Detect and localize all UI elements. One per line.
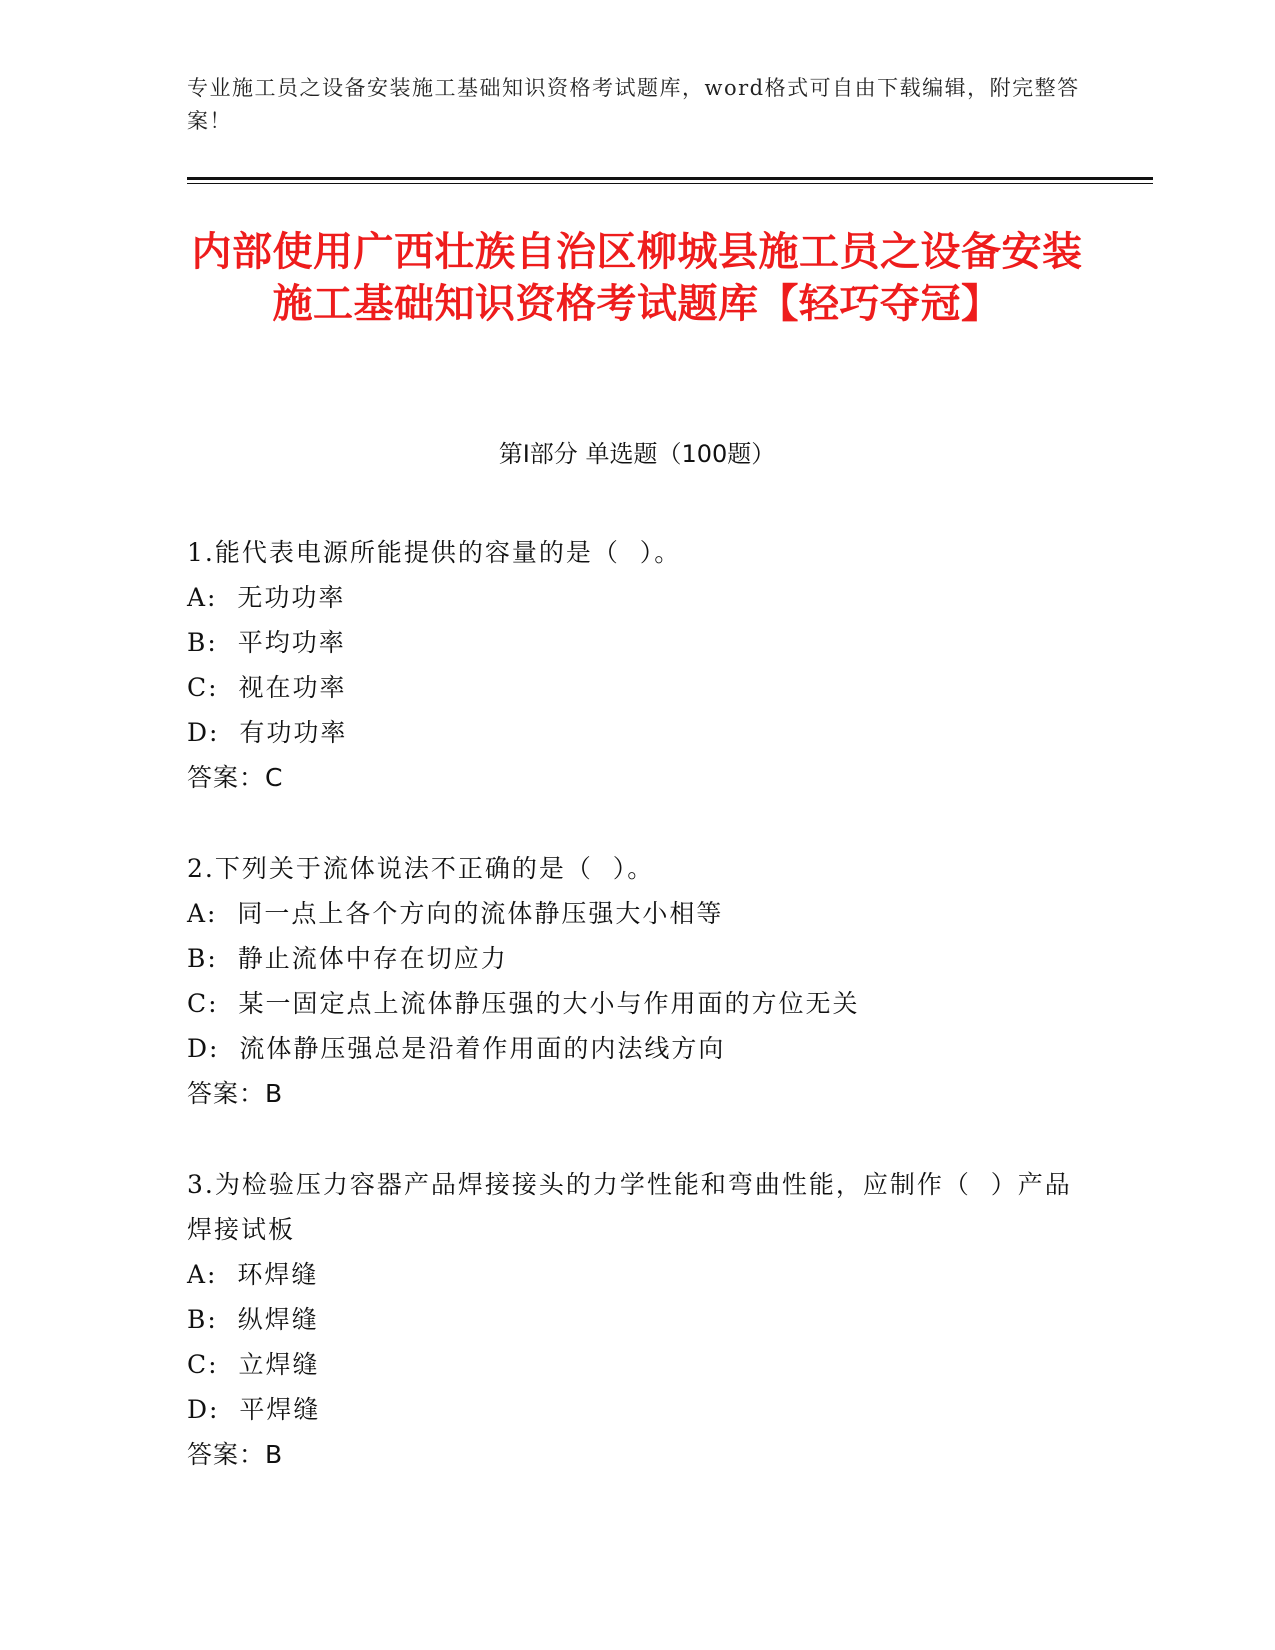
option-text: 平均功率	[237, 628, 346, 657]
option-a	[187, 1252, 1087, 1297]
option-text: 环焊缝	[237, 1260, 319, 1289]
option-label: D:	[187, 1395, 220, 1424]
option-text: 立焊缝	[238, 1350, 320, 1379]
option-c	[187, 981, 1087, 1026]
option-label: C:	[187, 673, 219, 702]
header-divider-thin	[187, 183, 1153, 184]
option-label: D:	[187, 1034, 220, 1063]
question-stem: 3.为检验压力容器产品焊接接头的力学性能和弯曲性能，应制作（ ）产品焊接试板	[187, 1170, 1072, 1244]
option-label: B:	[187, 1305, 218, 1334]
header-divider-thick	[187, 177, 1153, 180]
option-label: B:	[187, 628, 218, 657]
option-b	[187, 620, 1087, 665]
document-title: 内部使用广西壮族自治区柳城县施工员之设备安装施工基础知识资格考试题库【轻巧夺冠】	[191, 229, 1083, 327]
option-a	[187, 891, 1087, 936]
option-label: C:	[187, 1350, 219, 1379]
option-text: 视在功率	[238, 673, 347, 702]
answer-line	[187, 1432, 1087, 1477]
option-label: A:	[187, 899, 218, 928]
option-d	[187, 1387, 1087, 1432]
option-text: 无功功率	[237, 583, 346, 612]
section-heading: 第I部分 单选题（100题）	[498, 440, 776, 468]
option-text: 静止流体中存在切应力	[237, 944, 508, 973]
option-text: 纵焊缝	[237, 1305, 319, 1334]
option-label: A:	[187, 1260, 218, 1289]
answer-line	[187, 1071, 1087, 1116]
option-text: 平焊缝	[239, 1395, 321, 1424]
option-c	[187, 1342, 1087, 1387]
question-list	[187, 530, 1087, 1523]
option-a	[187, 575, 1087, 620]
answer-label: 答案：	[187, 763, 266, 792]
option-label: C:	[187, 989, 219, 1018]
option-text: 流体静压强总是沿着作用面的内法线方向	[239, 1034, 726, 1063]
answer-value: B	[265, 1079, 284, 1108]
question-stem: 2.下列关于流体说法不正确的是（ ）。	[187, 854, 655, 883]
option-b	[187, 936, 1087, 981]
option-text: 有功功率	[239, 718, 348, 747]
question-2	[187, 846, 1087, 1116]
option-label: B:	[187, 944, 218, 973]
answer-value: C	[265, 763, 284, 792]
option-b	[187, 1297, 1087, 1342]
answer-line	[187, 755, 1087, 800]
option-label: A:	[187, 583, 218, 612]
option-text: 某一固定点上流体静压强的大小与作用面的方位无关	[238, 989, 860, 1018]
option-c	[187, 665, 1087, 710]
answer-label: 答案：	[187, 1440, 266, 1469]
option-d	[187, 710, 1087, 755]
question-3	[187, 1162, 1087, 1477]
answer-value: B	[265, 1440, 284, 1469]
option-d	[187, 1026, 1087, 1071]
answer-label: 答案：	[187, 1079, 266, 1108]
option-label: D:	[187, 718, 220, 747]
question-1	[187, 530, 1087, 800]
question-stem: 1.能代表电源所能提供的容量的是（ ）。	[187, 538, 682, 567]
header-note: 专业施工员之设备安装施工基础知识资格考试题库，word格式可自由下载编辑，附完整答案！	[187, 76, 1080, 133]
option-text: 同一点上各个方向的流体静压强大小相等	[237, 899, 724, 928]
